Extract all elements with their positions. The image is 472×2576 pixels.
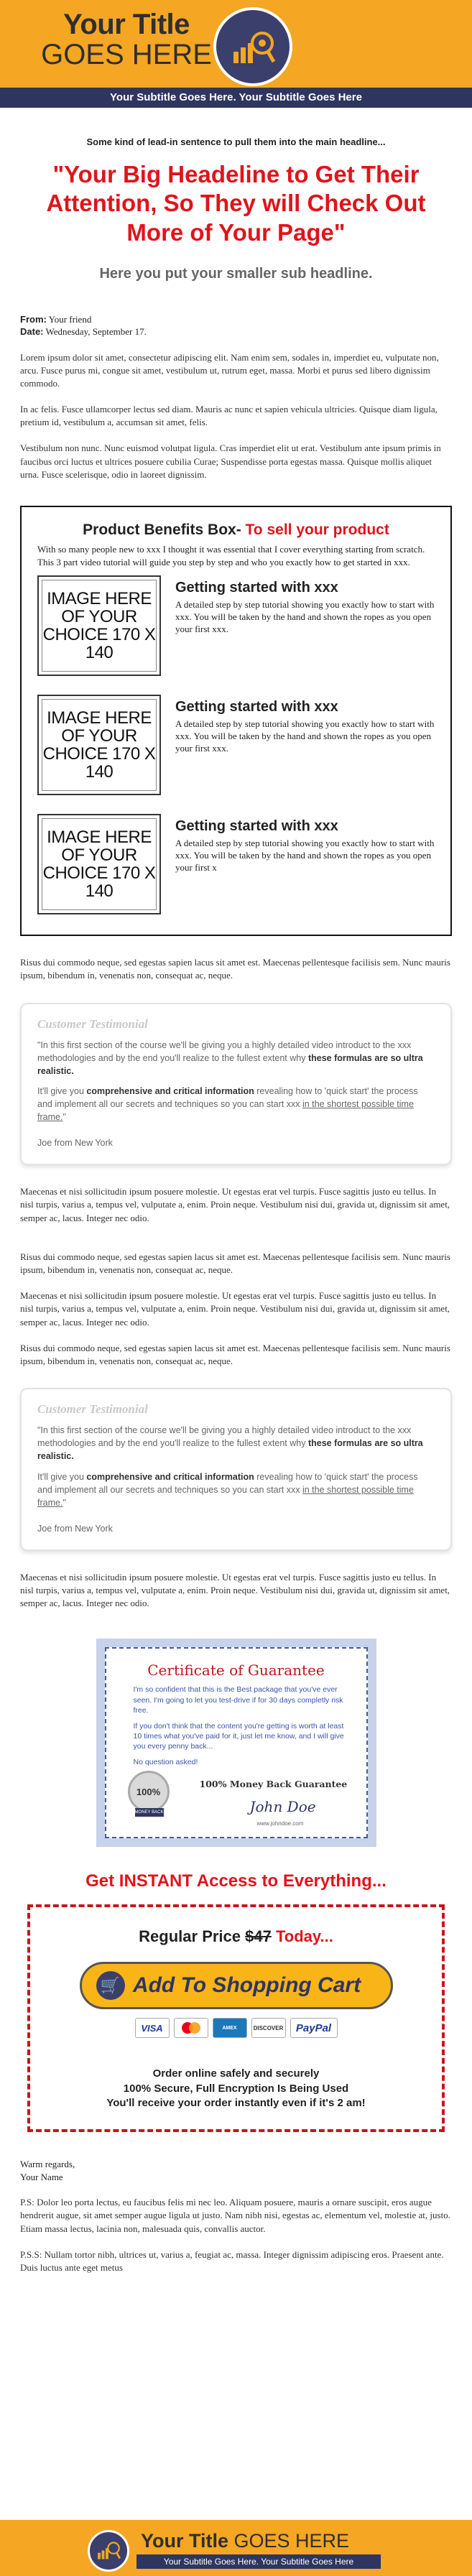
product-item-description: A detailed step by step tutorial showing you exactly how to start with xxx. You will be taken by the hand and shown the ropes as you open your first xxx. bbox=[175, 599, 435, 634]
lead-in: Some kind of lead-in sentence to pull them into the main headline... bbox=[86, 136, 386, 147]
testimonial-text: "In this first section of the course we'll be giving you a highly detailed video introduct to the xxx methodologies and by the end you'll realize to the fullest extent why these formulas are so ultra realistic. bbox=[37, 1039, 423, 1076]
body-paragraph: Maecenas et nisi sollicitudin ipsum posuere molestie. Ut egestas erat vel turpis. Fusce sagittis justo eu tellus. In nisl turpis, varius a, tempus vel, vulputate a, enim. Proin neque. Vestibulum nisi dui, gravida ut, dignissim sit amet, semper ac, lacus. Integer nec odio. bbox=[20, 1186, 450, 1223]
cta-heading: Get INSTANT Access to Everything... bbox=[85, 1871, 387, 1891]
product-item-description: A detailed step by step tutorial showing you exactly how to start with xxx. You will be taken by the hand and shown the ropes as you open your first x bbox=[175, 838, 435, 873]
testimonial-box bbox=[20, 1003, 452, 1166]
secure-order-note: Order online safely and securely 100% Secure, Full Encryption Is Being Used You'll receive your order instantly even if it's 2 am! bbox=[106, 2067, 366, 2109]
seal-ribbon: MONEY BACK bbox=[135, 1808, 164, 1817]
certificate-url: www.johndoe.com bbox=[256, 1820, 304, 1827]
paypal-icon: PayPal bbox=[290, 2018, 338, 2038]
date-value: Wednesday, September 17. bbox=[45, 325, 147, 337]
closing bbox=[20, 2158, 452, 2183]
header-title-line2: GOES HERE bbox=[41, 39, 212, 70]
product-item bbox=[37, 695, 435, 795]
footer-subtitle: Your Subtitle Goes Here. Your Subtitle Goes Here bbox=[136, 2554, 381, 2569]
certificate-text: I'm so confident that this is the Best package that you've ever seen. I'm going to let you test-drive if for 30 days completly risk free. bbox=[133, 1685, 343, 1715]
main-content bbox=[0, 136, 472, 2274]
product-box-title bbox=[37, 522, 435, 539]
product-item-text bbox=[175, 575, 435, 676]
testimonial-title: Customer Testimonial bbox=[37, 1402, 148, 1417]
from-value: Your friend bbox=[48, 313, 92, 325]
letter-meta bbox=[20, 314, 452, 338]
certificate-text: No question asked! bbox=[133, 1758, 198, 1767]
price-line: Regular Price $47 Today... bbox=[139, 1927, 333, 1946]
placeholder-text: IMAGE HERE OF YOUR CHOICE 170 X 140 bbox=[42, 699, 157, 791]
testimonial-title: Customer Testimonial bbox=[37, 1016, 148, 1031]
logo-icon bbox=[213, 7, 292, 86]
product-item-heading: Getting started with xxx bbox=[175, 818, 338, 835]
intro-paragraph: In ac felis. Fusce ullamcorper lectus sed diam. Mauris ac nunc et sapien vehicula ultricies. Quisque diam ligula, pretium id, vestibulum a, accumsan sit amet, felis. bbox=[20, 404, 438, 428]
ps-paragraph: P.S: Dolor leo porta lectus, eu faucibus felis mi nec leo. Aliquam posuere, mauris a ornare suscipit, eros augue hendrerit augue, sit amet semper augue ligula ut justo. Nam nibh nisi, egestas ac, elementum vel, molestie at, justo. Etiam massa lectus, lacinia non, malesuada quis, convallis auctor. bbox=[20, 2197, 450, 2234]
product-image-placeholder bbox=[37, 575, 161, 676]
payment-methods bbox=[52, 2018, 420, 2038]
from-label: From: bbox=[20, 313, 47, 325]
sub-headline: Here you put your smaller sub headline. bbox=[99, 265, 373, 282]
product-item bbox=[37, 814, 435, 914]
testimonial-author: Joe from New York bbox=[37, 1138, 113, 1149]
amex-icon: AMEX bbox=[213, 2018, 247, 2038]
testimonial-box bbox=[20, 1388, 452, 1551]
certificate-title: Certificate of Guarantee bbox=[147, 1662, 325, 1680]
header bbox=[0, 0, 472, 108]
money-back-guarantee-label: 100% Money Back Guarantee bbox=[199, 1779, 348, 1790]
body-paragraph: Risus dui commodo neque, sed egestas sapien lacus sit amet est. Maecenas pellentesque facilisis sem. Nunc mauris ipsum, bibendum in, venenatis non, consequat ac, neque. bbox=[20, 1251, 450, 1275]
product-item-description: A detailed step by step tutorial showing you exactly how to start with xxx. You will be taken by the hand and shown the ropes as you open your first xxx. bbox=[175, 718, 435, 754]
body-paragraph: Risus dui commodo neque, sed egestas sapien lacus sit amet est. Maecenas pellentesque facilisis sem. Nunc mauris ipsum, bibendum in, venenatis non, consequat ac, neque. bbox=[20, 957, 450, 981]
date-label: Date: bbox=[20, 325, 44, 337]
footer bbox=[0, 2520, 472, 2576]
pss-paragraph: P.S.S: Nullam tortor nibh, ultrices ut, varius a, feugiat ac, massa. Integer dignissim adipiscing eros. Praesent ante. Duis luctus ante eget metus bbox=[20, 2248, 444, 2274]
product-item-heading: Getting started with xxx bbox=[175, 580, 338, 596]
product-box-title-black: Product Benefits Box- bbox=[83, 522, 241, 539]
placeholder-text: IMAGE HERE OF YOUR CHOICE 170 X 140 bbox=[42, 818, 157, 910]
order-box bbox=[27, 1904, 445, 2132]
placeholder-text: IMAGE HERE OF YOUR CHOICE 170 X 140 bbox=[42, 580, 157, 672]
product-item bbox=[37, 575, 435, 676]
shopping-cart-icon: 🛒 bbox=[96, 1971, 125, 2000]
guarantee-certificate bbox=[96, 1639, 376, 1847]
signature-name: Your Name bbox=[20, 2171, 63, 2182]
product-benefits-box bbox=[20, 506, 452, 936]
body-paragraph: Maecenas et nisi sollicitudin ipsum posuere molestie. Ut egestas erat vel turpis. Fusce sagittis justo eu tellus. In nisl turpis, varius a, tempus vel, vulputate a, enim. Proin neque. Vestibulum nisi dui, gravida ut, dignissim sit amet, semper ac, lacus. Integer nec odio. bbox=[20, 1290, 450, 1328]
footer-title: Your Title GOES HERE bbox=[141, 2530, 350, 2552]
product-item-text bbox=[175, 814, 435, 914]
intro-paragraph: Lorem ipsum dolor sit amet, consectetur adipiscing elit. Nam enim sem, sodales in, imperdiet eu, vulputate non, arcu. Fusce purus mi, congue sit amet, vestibulum ut, rutrum eget, massa. Morbi et purus sed libero dignissim commodo. bbox=[20, 351, 439, 389]
header-title bbox=[19, 10, 234, 69]
product-image-placeholder bbox=[37, 814, 161, 914]
add-to-cart-label: Add To Shopping Cart bbox=[132, 1973, 361, 1998]
regards: Warm regards, bbox=[20, 2159, 75, 2170]
header-subtitle: Your Subtitle Goes Here. Your Subtitle Goes Here bbox=[0, 88, 472, 108]
main-headline: "Your Big Headeline to Get Their Attention, So They will Check Out More of Your Page" bbox=[46, 161, 426, 246]
certificate-text: If you don't think that the content you're getting is worth at least 10 times what you've paid for it, just let me know, and I will give you every penny back... bbox=[133, 1721, 344, 1751]
add-to-cart-button[interactable] bbox=[80, 1962, 393, 2009]
mastercard-icon bbox=[174, 2018, 208, 2038]
money-back-seal-icon: 100% bbox=[128, 1771, 170, 1812]
header-title-line1: Your Title bbox=[63, 9, 190, 40]
product-item-text bbox=[175, 695, 435, 795]
old-price: $47 bbox=[245, 1927, 272, 1946]
product-image-placeholder bbox=[37, 695, 161, 795]
testimonial-text: It'll give you comprehensive and critical information revealing how to 'quick start' the process and implement all our secrets and techniques so you can start xxx in the shortest possible time frame." bbox=[37, 1471, 418, 1508]
testimonial-author: Joe from New York bbox=[37, 1523, 113, 1534]
body-paragraph: Maecenas et nisi sollicitudin ipsum posuere molestie. Ut egestas erat vel turpis. Fusce sagittis justo eu tellus. In nisl turpis, varius a, tempus vel, vulputate a, enim. Proin neque. Vestibulum nisi dui, gravida ut, dignissim sit amet, semper ac, lacus. Integer nec odio. bbox=[20, 1571, 450, 1609]
signature: John Doe bbox=[249, 1798, 316, 1816]
intro-paragraph: Vestibulum non nunc. Nunc euismod volutpat ligula. Cras imperdiet elit ut erat. Vestibulum ante ipsum primis in faucibus orci luctus et ultrices posuere cubilia Curae; Suspendisse porta egestas massa. Quisque mollis aliquet urna. Fusce scelerisque, odio in laoreet dignissim. bbox=[20, 443, 441, 480]
footer-logo-icon bbox=[88, 2530, 129, 2572]
product-item-heading: Getting started with xxx bbox=[175, 699, 338, 715]
testimonial-text: It'll give you comprehensive and critical information revealing how to 'quick start' the process and implement all our secrets and techniques so you can start xxx in the shortest possible time frame." bbox=[37, 1085, 418, 1123]
product-box-intro: With so many people new to xxx I thought it was essential that I cover everything starting from scratch. This 3 part video tutorial will guide you step by step and who you exactly how to get started in xxx. bbox=[37, 544, 425, 567]
body-paragraph: Risus dui commodo neque, sed egestas sapien lacus sit amet est. Maecenas pellentesque facilisis sem. Nunc mauris ipsum, bibendum in, venenatis non, consequat ac, neque. bbox=[20, 1342, 450, 1366]
product-box-title-red: To sell your product bbox=[241, 522, 389, 539]
testimonial-text: "In this first section of the course we'll be giving you a highly detailed video introduct to the xxx methodologies and by the end you'll realize to the fullest extent why these formulas are so ultra realistic. bbox=[37, 1425, 423, 1462]
discover-icon: DISCOVER bbox=[251, 2018, 286, 2038]
visa-icon: VISA bbox=[135, 2018, 170, 2038]
